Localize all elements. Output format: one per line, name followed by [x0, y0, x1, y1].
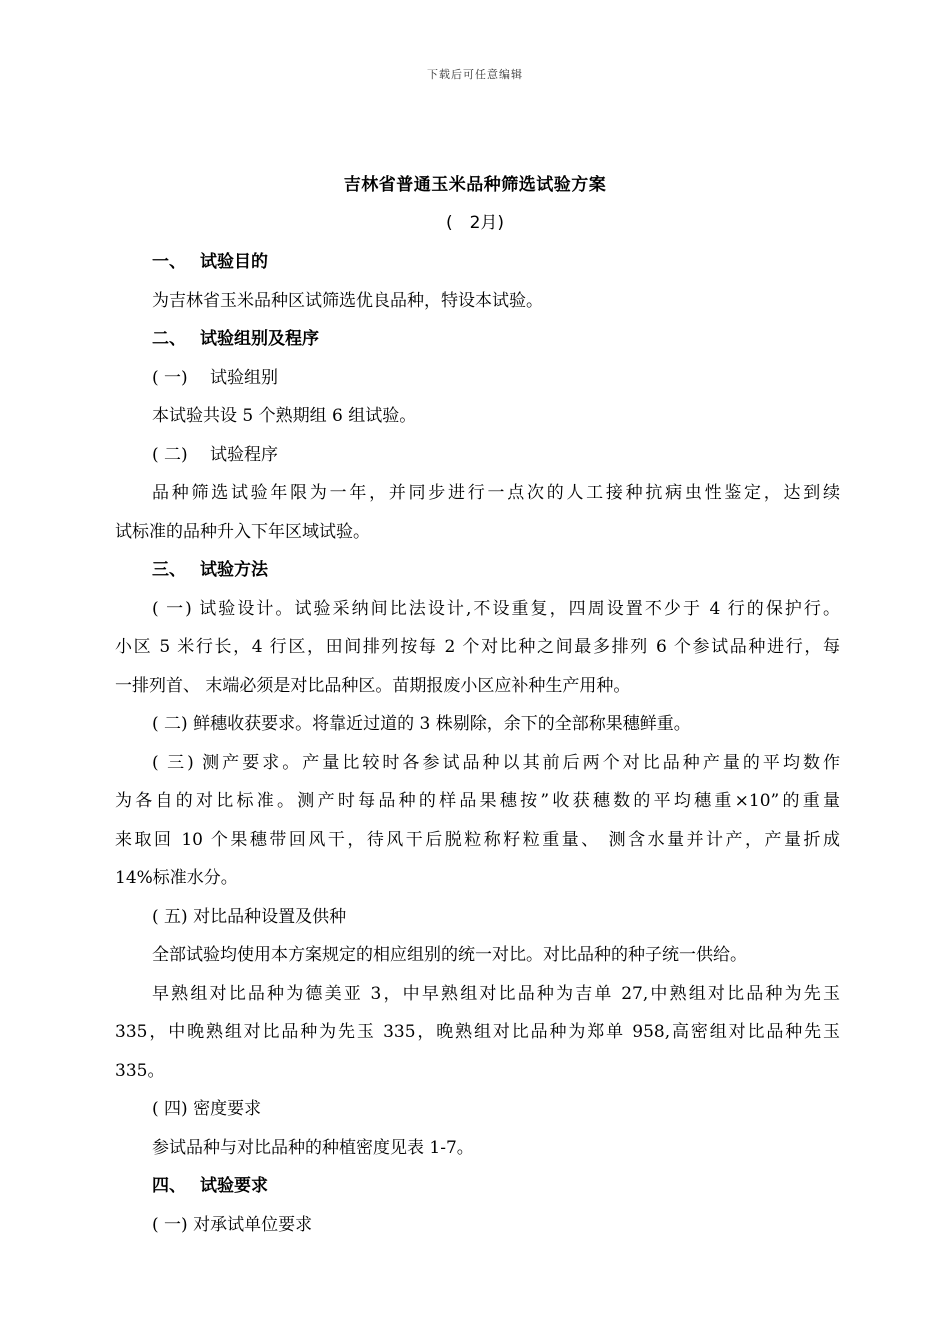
paragraph-line: 小区 5 米行长，4 行区，田间排列按每 2 个对比种之间最多排列 6 个参试品种进行，每 [115, 637, 840, 657]
section-title: 试验要求 [200, 1176, 268, 1196]
paragraph-line: ( 一) 试验设计。试验采纳间比法设计,不设重复，四周设置不少于 4 行的保护行。 [152, 598, 840, 619]
section-title: 试验目的 [200, 252, 268, 272]
paragraph-line: 来取回 10 个果穗带回风干，待风干后脱粒称籽粒重量、 测含水量并计产，产量折成 [115, 829, 840, 850]
paragraph: 为吉林省玉米品种区试筛选优良品种，特设本试验。 [152, 290, 543, 311]
section-title: 试验组别及程序 [200, 329, 319, 349]
subsection-number: ( 二) [152, 444, 188, 465]
paragraph-line: ( 三) 测产要求。产量比较时各参试品种以其前后两个对比品种产量的平均数作 [152, 752, 840, 773]
document-subtitle: ( 2月) [445, 213, 505, 233]
subsection-heading: ( 一) 对承试单位要求 [152, 1214, 313, 1235]
section-number: 四、 [152, 1176, 186, 1196]
section-number: 一、 [152, 252, 186, 272]
paragraph: 参试品种与对比品种的种植密度见表 1-7。 [152, 1137, 474, 1158]
paragraph-line: 14%标准水分。 [115, 868, 238, 888]
paragraph-line: 335。 [115, 1060, 165, 1081]
subsection-heading: ( 四) 密度要求 [152, 1099, 262, 1119]
paragraph: 全部试验均使用本方案规定的相应组别的统一对比。对比品种的种子统一供给。 [152, 945, 747, 965]
subsection-heading: ( 五) 对比品种设置及供种 [152, 906, 347, 927]
section-title: 试验方法 [200, 560, 268, 580]
paragraph: 本试验共设 5 个熟期组 6 组试验。 [152, 406, 417, 426]
section-heading-4 [115, 1167, 840, 1206]
section-heading-1 [115, 243, 840, 282]
section-heading-2 [115, 320, 840, 359]
paragraph-line: 品种筛选试验年限为一年，并同步进行一点次的人工接种抗病虫性鉴定，达到续 [152, 483, 840, 503]
paragraph-line: 早熟组对比品种为德美亚 3，中早熟组对比品种为吉单 27,中熟组对比品种为先玉 [152, 983, 840, 1004]
subsection-title: 试验组别 [210, 367, 278, 388]
subsection-number: ( 一) [152, 367, 188, 388]
paragraph-line: 试标准的品种升入下年区域试验。 [115, 521, 370, 542]
header-note: 下载后可任意编辑 [427, 68, 523, 81]
section-number: 二、 [152, 329, 186, 349]
subsection-title: 试验程序 [210, 444, 278, 465]
document-title: 吉林省普通玉米品种筛选试验方案 [343, 175, 607, 195]
document-body [115, 243, 840, 1244]
subsection-heading [115, 436, 840, 475]
section-heading-3 [115, 551, 840, 590]
section-number: 三、 [152, 560, 186, 580]
paragraph-line: 为各自的对比标准。测产时每品种的样品果穗按”收获穗数的平均穗重×10”的重量 [115, 791, 840, 811]
subsection-heading [115, 359, 840, 398]
paragraph: ( 二) 鲜穗收获要求。将靠近过道的 3 株剔除，余下的全部称果穗鲜重。 [152, 714, 691, 734]
paragraph-line: 一排列首、 末端必须是对比品种区。苗期报废小区应补种生产用种。 [115, 675, 631, 696]
paragraph-line: 335，中晚熟组对比品种为先玉 335，晚熟组对比品种为郑单 958,高密组对比品种先玉 [115, 1022, 840, 1042]
